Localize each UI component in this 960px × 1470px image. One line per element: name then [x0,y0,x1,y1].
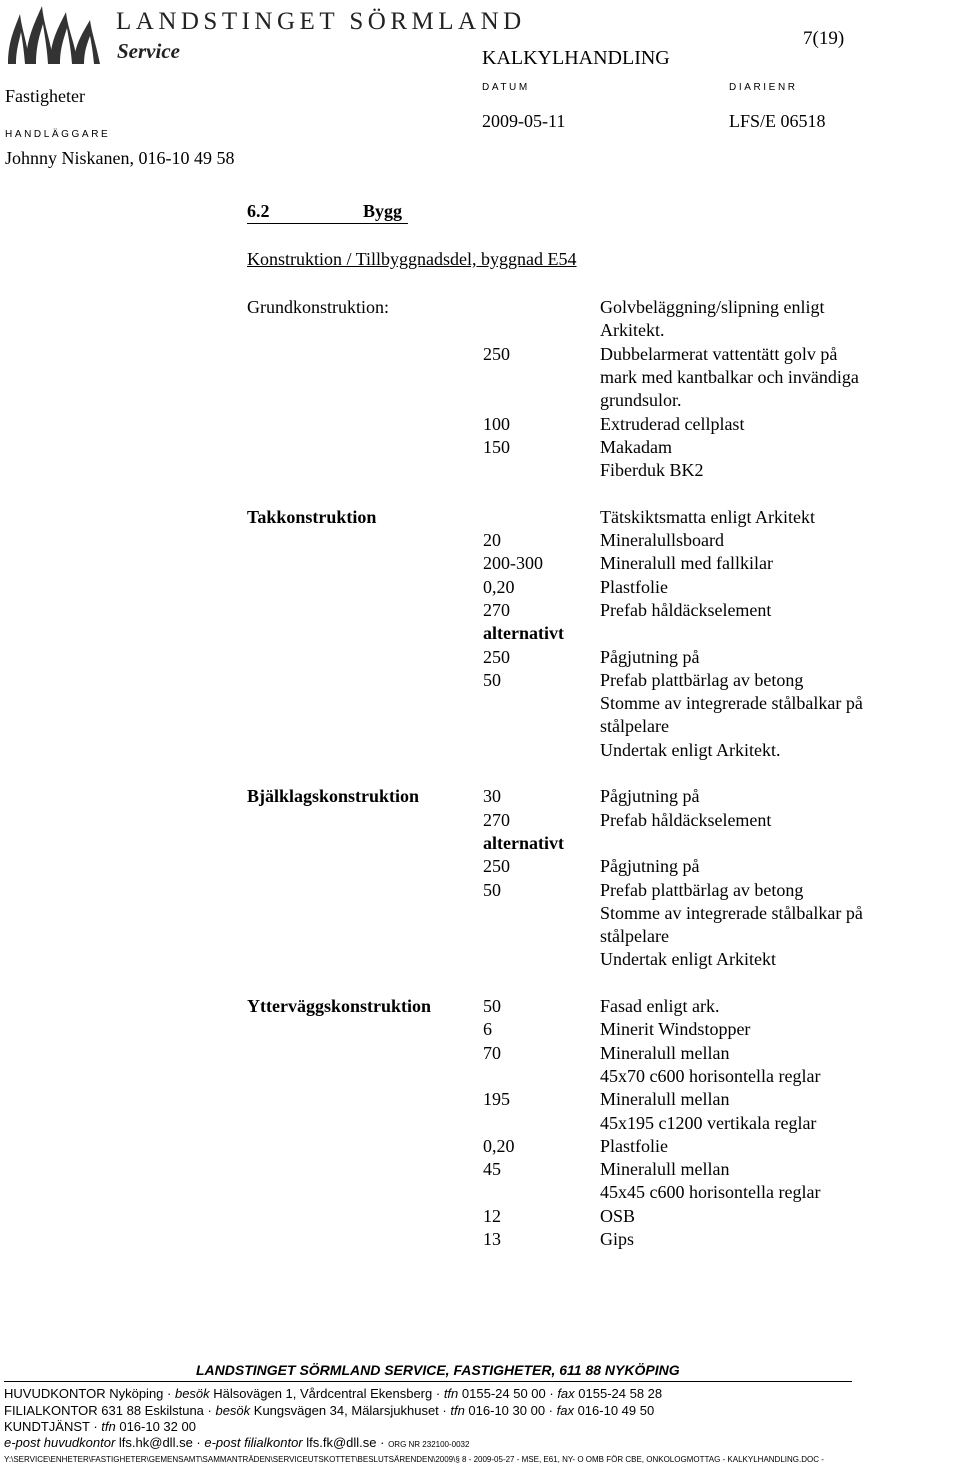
org-subname: Service [117,39,180,63]
kund-tfn-label: tfn [101,1419,116,1434]
epost-hq-label: e-post huvudkontor [4,1435,116,1450]
row-description: Prefab plattbärlag av betong [600,879,804,900]
row-description: 45x195 c1200 vertikala reglar [600,1112,817,1133]
row-description: Stomme av integrerade stålbalkar på [600,902,863,923]
row-description: mark med kantbalkar och invändiga [600,366,859,387]
footer-title: LANDSTINGET SÖRMLAND SERVICE, FASTIGHETER, 611 88 NYKÖPING [196,1362,680,1378]
section-title: Bygg [363,201,403,221]
hq-fax-label: fax [557,1386,575,1401]
row-description: Undertak enligt Arkitekt. [600,739,781,760]
row-description: 45x70 c600 horisontella reglar [600,1065,821,1086]
hq-text-b: Hälsovägen 1, Vårdcentral Ekensberg · [209,1386,444,1401]
row-description: Gips [600,1229,635,1249]
fil-text-c: 016-10 30 00 · [464,1403,557,1418]
page-number: 7(19) [803,28,845,49]
row-description: Undertak enligt Arkitekt [600,949,776,970]
row-description: Mineralull mellan [600,1089,730,1110]
org-name: LANDSTINGET SÖRMLAND [116,8,526,35]
row-quantity: 0,20 [483,1135,515,1156]
row-description: 45x45 c600 horisontella reglar [600,1182,821,1203]
row-description: Golvbeläggning/slipning enligt [600,297,825,317]
row-description: Plastfolie [600,576,668,597]
document-title: KALKYLHANDLING [482,47,670,69]
logo-flame-icon [6,2,102,66]
row-description: Plastfolie [600,1135,668,1156]
fil-text-d: 016-10 49 50 [573,1403,655,1418]
row-quantity: 12 [483,1205,501,1226]
hq-text-d: 0155-24 58 28 [574,1386,663,1401]
row-section-label: Ytterväggskonstruktion [247,996,432,1016]
fil-text-b: Kungsvägen 34, Mälarsjukhuset · [250,1403,451,1418]
row-description: stålpelare [600,716,669,737]
footer-epost [4,1435,469,1450]
row-description: Mineralullsboard [600,530,724,550]
handlaggare-label: HANDLÄGGARE [5,129,111,140]
row-description: grundsulor. [600,390,682,411]
fil-fax-label: fax [556,1403,574,1418]
row-section-label: Bjälklagskonstruktion [247,786,420,807]
row-description: Prefab håldäckselement [600,809,772,830]
row-description: Extruderad cellplast [600,413,745,434]
row-quantity: 100 [483,413,510,434]
section-underline [247,223,408,224]
row-quantity: 200-300 [483,553,543,574]
row-description: Prefab håldäckselement [600,599,772,620]
row-quantity: 50 [483,996,501,1016]
fil-tfn-label: tfn [450,1403,465,1418]
row-quantity: 250 [483,343,510,364]
row-quantity: 50 [483,879,501,900]
row-description: Tätskiktsmatta enligt Arkitekt [600,506,815,527]
row-description: Pågjutning på [600,786,700,807]
row-quantity: 45 [483,1159,501,1180]
row-quantity: 13 [483,1229,501,1249]
section-subtitle: Konstruktion / Tillbyggnadsdel, byggnad E54 [247,249,577,269]
row-description: Pågjutning på [600,646,700,667]
footer-rule [4,1381,852,1382]
fil-text-a: FILIALKONTOR 631 88 Eskilstuna · [4,1403,216,1418]
diarienr-value: LFS/E 06518 [729,111,826,131]
row-quantity: 150 [483,436,510,457]
row-description: Dubbelarmerat vattentätt golv på [600,343,838,364]
row-description: Makadam [600,436,672,457]
diarienr-label: DIARIENR [729,82,798,93]
row-description: Mineralull mellan [600,1159,730,1180]
row-description: OSB [600,1205,636,1226]
row-quantity: 0,20 [483,576,515,597]
row-description: Mineralull med fallkilar [600,553,773,574]
row-description: Stomme av integrerade stålbalkar på [600,693,863,714]
row-alternative-label: alternativt [483,623,564,644]
footer-kundtjanst [4,1419,196,1434]
document-date: 2009-05-11 [482,111,566,131]
row-description: Arkitekt. [600,320,665,341]
row-description: Pågjutning på [600,856,700,877]
department: Fastigheter [5,86,85,106]
row-quantity: 195 [483,1089,510,1110]
org-number: ORG NR 232100-0032 [388,1440,470,1449]
epost-fil-label: e-post filialkontor [204,1435,303,1450]
epost-hq-link[interactable]: lfs.hk@dll.se · [115,1435,205,1450]
row-quantity: 250 [483,856,510,877]
kund-text-a: KUNDTJÄNST · [4,1419,102,1434]
row-quantity: 50 [483,669,501,690]
row-description: Fasad enligt ark. [600,996,720,1016]
row-description: Prefab plattbärlag av betong [600,669,804,690]
row-description: Minerit Windstopper [600,1019,751,1040]
hq-text-a: HUVUDKONTOR Nyköping · [4,1386,175,1401]
row-quantity: 270 [483,599,510,620]
row-section-label: Takkonstruktion [247,506,377,527]
footer-huvudkontor [4,1386,662,1401]
kund-text-b: 016-10 32 00 [115,1419,196,1434]
row-description: stålpelare [600,926,669,947]
row-section-label: Grundkonstruktion: [247,297,389,317]
epost-fil-link[interactable]: lfs.fk@dll.se · [302,1435,389,1450]
row-quantity: 70 [483,1042,501,1063]
fil-besok-label: besök [215,1403,251,1418]
row-quantity: 20 [483,530,501,550]
row-quantity: 30 [483,786,501,807]
hq-tfn-label: tfn [443,1386,459,1401]
row-quantity: 270 [483,809,510,830]
row-quantity: 6 [483,1019,492,1040]
file-path: Y:\SERVICE\ENHETER\FASTIGHETER\GEMENSAMT\SAMMANTRÄDEN\SERVICEUTSKOTTET\BESLUTSÄRENDEN\2009\§ 8 - 2009-05-27 - MSE, E61, NY- O OMB FÖR CBE, ONKOLOGMOTTAG - KALKYLHANDLING.DOC - [4,1455,824,1464]
row-quantity: 250 [483,646,510,667]
section-number: 6.2 [247,201,270,221]
row-alternative-label: alternativt [483,832,564,853]
row-description: Fiberduk BK2 [600,460,704,481]
datum-label: DATUM [482,82,530,93]
handlaggare-value: Johnny Niskanen, 016-10 49 58 [5,148,235,168]
footer-filialkontor [4,1403,654,1418]
logo-mark [6,2,102,66]
hq-besok-label: besök [174,1386,210,1401]
hq-text-c: 0155-24 50 00 · [458,1386,558,1401]
row-description: Mineralull mellan [600,1042,730,1063]
